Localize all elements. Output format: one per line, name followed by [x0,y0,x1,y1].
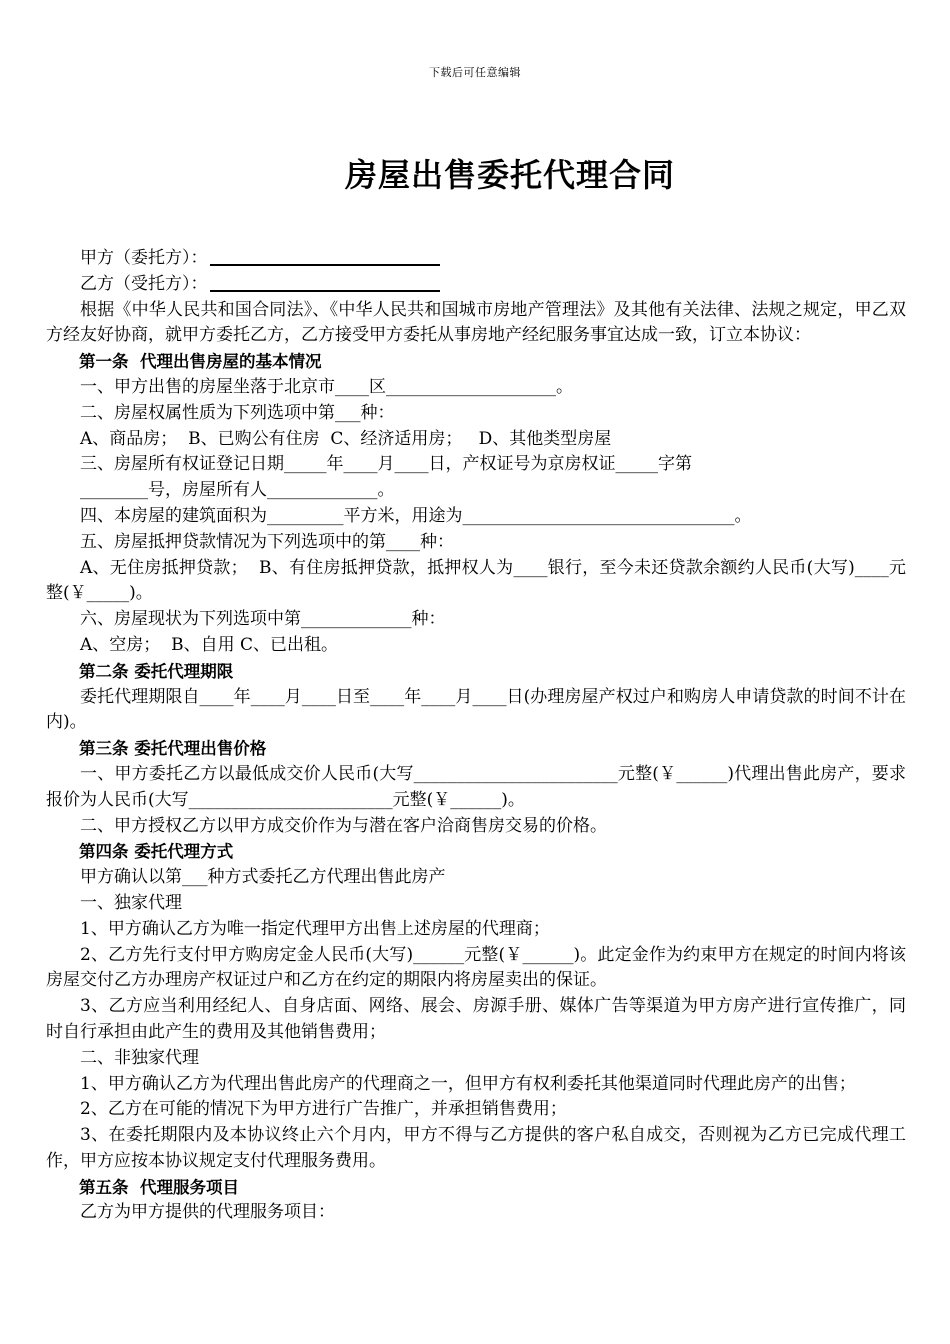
paragraph: 根据《中华人民共和国合同法》、《中华人民共和国城市房地产管理法》及其他有关法律、法规之规定，甲乙双方经友好协商，就甲方委托乙方，乙方接受甲方委托从事房地产经纪服务事宜达成一致，订立本协议： [46,299,906,346]
paragraph: 乙方为甲方提供的代理服务项目： [80,1202,335,1223]
paragraph: 二、甲方授权乙方以甲方成交价作为与潜在客户洽商售房交易的价格。 [80,815,607,836]
paragraph: 委托代理期限自____年____月____日至____年____月____日(办理房屋产权过户和购房人申请贷款的时间不计在内)。 [46,686,906,733]
paragraph: 五、房屋抵押贷款情况为下列选项中的第____种： [80,531,454,552]
article-heading: 第一条 代理出售房屋的基本情况 [79,352,322,372]
paragraph: 3、乙方应当利用经纪人、自身店面、网络、展会、房源手册、媒体广告等渠道为甲方房产进行宣传推广，同时自行承担由此产生的费用及其他销售费用； [46,996,906,1042]
paragraph: 六、房屋现状为下列选项中第_____________种： [80,609,446,630]
paragraph: 一、甲方委托乙方以最低成交价人民币(大写________________________元整(￥______)代理出售此房产，要求报价为人民币(大写________________________元整(￥______)。 [46,763,906,810]
paragraph: A、空房； B、自用 C、已出租。 [80,634,338,655]
party-a-label: 甲方（委托方）： [80,248,208,268]
paragraph: 二、非独家代理 [80,1047,199,1068]
paragraph: 1、甲方确认乙方为代理出售此房产的代理商之一，但甲方有权利委托其他渠道同时代理此房产的出售； [80,1073,856,1094]
paragraph: A、商品房； B、已购公有住房 C、经济适用房； D、其他类型房屋 [80,428,612,449]
paragraph: 三、房屋所有权证登记日期_____年____月____日，产权证号为京房权证_____字第 [80,454,692,475]
page-header: 下载后可任意编辑 [429,66,521,79]
paragraph: 一、甲方出售的房屋坐落于北京市____区____________________。 [80,376,573,397]
article-heading: 第三条 委托代理出售价格 [79,739,267,759]
paragraph-list [46,298,906,1227]
party-b-line [46,272,906,298]
paragraph: 1、甲方确认乙方为唯一指定代理甲方出售上述房屋的代理商； [80,918,550,939]
paragraph: 甲方确认以第___种方式委托乙方代理出售此房产 [80,867,446,888]
paragraph: ________号，房屋所有人_____________。 [80,480,395,501]
party-b-label: 乙方（受托方）： [80,273,208,294]
party-a-line [46,246,906,272]
document-title: 房屋出售委托代理合同 [344,156,675,194]
article-heading: 第四条 委托代理方式 [79,842,234,862]
party-b-blank [210,272,440,292]
paragraph: 四、本房屋的建筑面积为_________平方米，用途为________________________________。 [80,505,752,526]
paragraph: 2、乙方在可能的情况下为甲方进行广告推广，并承担销售费用； [80,1099,567,1120]
paragraph: 3、在委托期限内及本协议终止六个月内，甲方不得与乙方提供的客户私自成交，否则视为乙方已完成代理工作，甲方应按本协议规定支付代理服务费用。 [46,1125,906,1171]
contract-body [46,246,906,1226]
paragraph: 一、独家代理 [80,892,182,913]
party-a-blank [210,246,440,266]
paragraph: 2、乙方先行支付甲方购房定金人民币(大写)______元整(￥______)。此定金作为约束甲方在规定的时间内将该房屋交付乙方办理房产权证过户和乙方在约定的期限内将房屋卖出的保证。 [46,944,906,991]
article-heading: 第五条 代理服务项目 [79,1177,239,1197]
article-heading: 第二条 委托代理期限 [79,661,234,681]
paragraph: 二、房屋权属性质为下列选项中第___种： [80,402,395,423]
paragraph: A、无住房抵押贷款； B、有住房抵押贷款，抵押权人为____银行，至今未还贷款余额约人民币(大写)____元整(￥_____)。 [46,557,906,604]
